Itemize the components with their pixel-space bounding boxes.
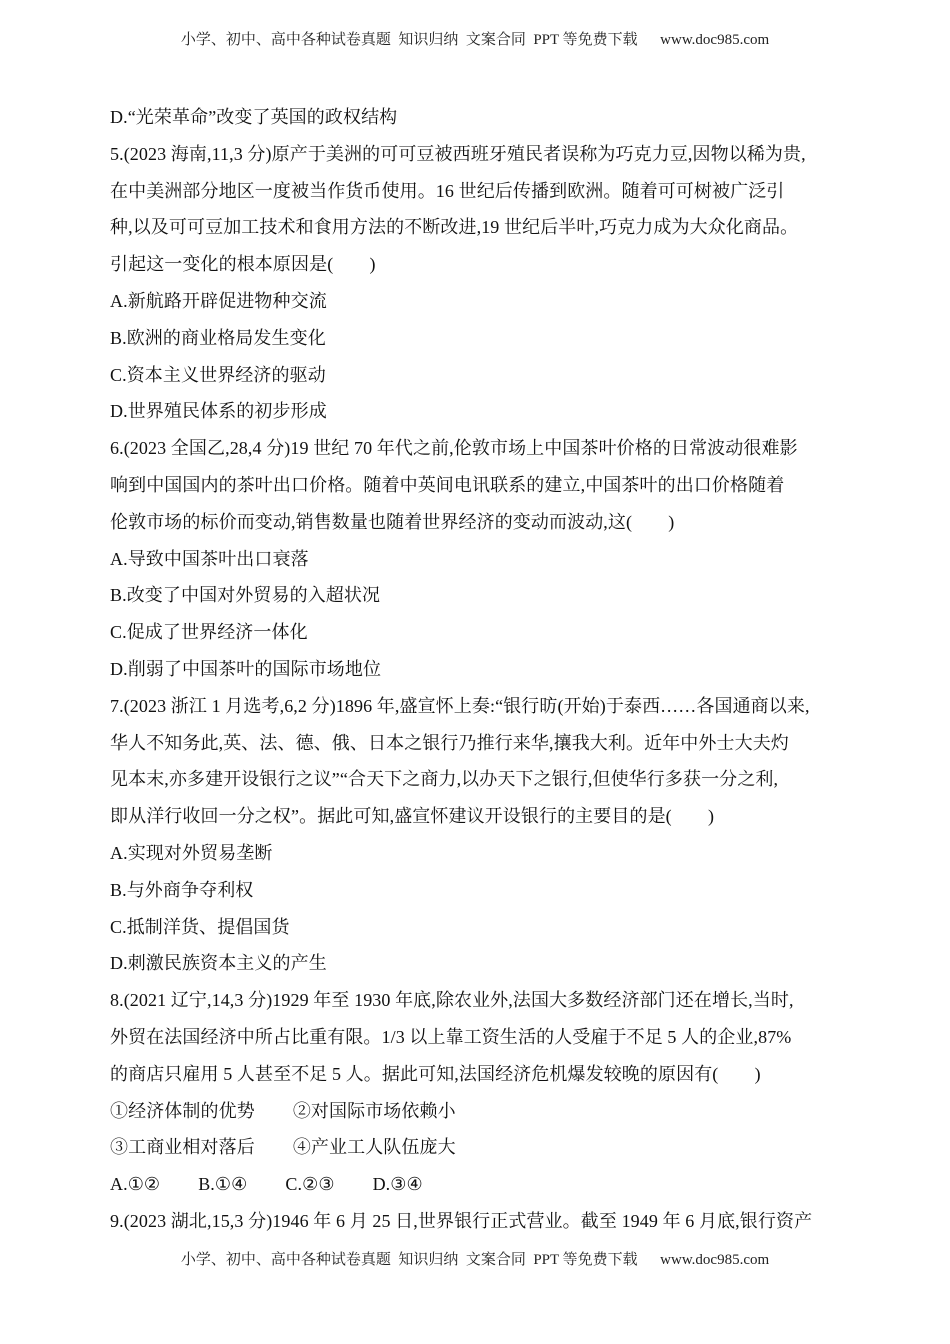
question-stem-line: 6.(2023 全国乙,28,4 分)19 世纪 70 年代之前,伦敦市场上中国茶叶价格的日常波动很难影 xyxy=(110,438,798,459)
question-stem-line: 华人不知务此,英、法、德、俄、日本之银行乃推行来华,攘我大利。近年中外士大夫灼 xyxy=(110,732,789,753)
statement-3: ③工商业相对落后 xyxy=(110,1137,255,1158)
question-stem-line: 外贸在法国经济中所占比重有限。1/3 以上靠工资生活的人受雇于不足 5 人的企业,87% xyxy=(110,1026,792,1047)
question-6 xyxy=(110,430,850,688)
option-d: D.刺激民族资本主义的产生 xyxy=(110,953,327,974)
question-stem-line: 8.(2021 辽宁,14,3 分)1929 年至 1930 年底,除农业外,法国大多数经济部门还在增长,当时, xyxy=(110,990,794,1011)
question-stem-line: 引起这一变化的根本原因是( ) xyxy=(110,254,376,275)
question-stem-line: 7.(2023 浙江 1 月选考,6,2 分)1896 年,盛宣怀上奏:“银行昉(开始)于泰西……各国通商以来, xyxy=(110,695,810,716)
page-header: 小学、初中、高中各种试卷真题 知识归纳 文案合同 PPT 等免费下载 www.doc985.com xyxy=(180,32,770,48)
question-7 xyxy=(110,688,850,982)
option-d: D.③④ xyxy=(372,1174,423,1195)
option-a: A.①② xyxy=(110,1174,161,1195)
option-d: D.世界殖民体系的初步形成 xyxy=(110,401,327,422)
option-c: C.资本主义世界经济的驱动 xyxy=(110,364,326,385)
page-footer: 小学、初中、高中各种试卷真题 知识归纳 文案合同 PPT 等免费下载 www.doc985.com xyxy=(180,1252,770,1268)
question-stem-line: 的商店只雇用 5 人甚至不足 5 人。据此可知,法国经济危机爆发较晚的原因有( ) xyxy=(110,1063,761,1084)
option-d: D.削弱了中国茶叶的国际市场地位 xyxy=(110,658,382,679)
question-stem-line: 即从洋行收回一分之权”。据此可知,盛宣怀建议开设银行的主要目的是( ) xyxy=(110,806,715,827)
question-stem-line: 5.(2023 海南,11,3 分)原产于美洲的可可豆被西班牙殖民者误称为巧克力豆,因物以稀为贵, xyxy=(110,143,806,164)
option-c: C.促成了世界经济一体化 xyxy=(110,622,308,643)
question-stem-line: 在中美洲部分地区一度被当作货币使用。16 世纪后传播到欧洲。随着可可树被广泛引 xyxy=(110,180,785,201)
option-c: C.②③ xyxy=(285,1174,335,1195)
option-b: B.改变了中国对外贸易的入超状况 xyxy=(110,585,381,606)
question-9 xyxy=(110,1203,850,1240)
question-5 xyxy=(110,136,850,430)
statement-4: ④产业工人队伍庞大 xyxy=(292,1137,456,1158)
option-a: A.导致中国茶叶出口衰落 xyxy=(110,548,309,569)
option-b: B.欧洲的商业格局发生变化 xyxy=(110,327,326,348)
statements-row-2 xyxy=(110,1129,850,1166)
option-b: B.与外商争夺利权 xyxy=(110,879,254,900)
question-stem-line: 见本末,亦多建开设银行之议”“合天下之商力,以办天下之银行,但使华行多获一分之利, xyxy=(110,769,779,790)
question-stem-line: 9.(2023 湖北,15,3 分)1946 年 6 月 25 日,世界银行正式营业。截至 1949 年 6 月底,银行资产 xyxy=(110,1210,813,1231)
options-row xyxy=(110,1166,850,1203)
statement-2: ②对国际市场依赖小 xyxy=(292,1100,456,1121)
statements-row-1 xyxy=(110,1093,850,1130)
document-body xyxy=(110,99,850,1240)
option-a: A.新航路开辟促进物种交流 xyxy=(110,290,327,311)
option-a: A.实现对外贸易垄断 xyxy=(110,842,273,863)
prev-question-option-d: D.“光荣革命”改变了英国的政权结构 xyxy=(110,107,398,127)
question-stem-line: 伦敦市场的标价而变动,销售数量也随着世界经济的变动而波动,这( ) xyxy=(110,511,675,532)
question-stem-line: 响到中国国内的茶叶出口价格。随着中英间电讯联系的建立,中国茶叶的出口价格随着 xyxy=(110,474,785,495)
option-b: B.①④ xyxy=(198,1174,248,1195)
statement-1: ①经济体制的优势 xyxy=(110,1100,255,1121)
question-8 xyxy=(110,982,850,1203)
option-c: C.抵制洋货、提倡国货 xyxy=(110,916,290,937)
question-stem-line: 种,以及可可豆加工技术和食用方法的不断改进,19 世纪后半叶,巧克力成为大众化商品。 xyxy=(110,217,799,238)
